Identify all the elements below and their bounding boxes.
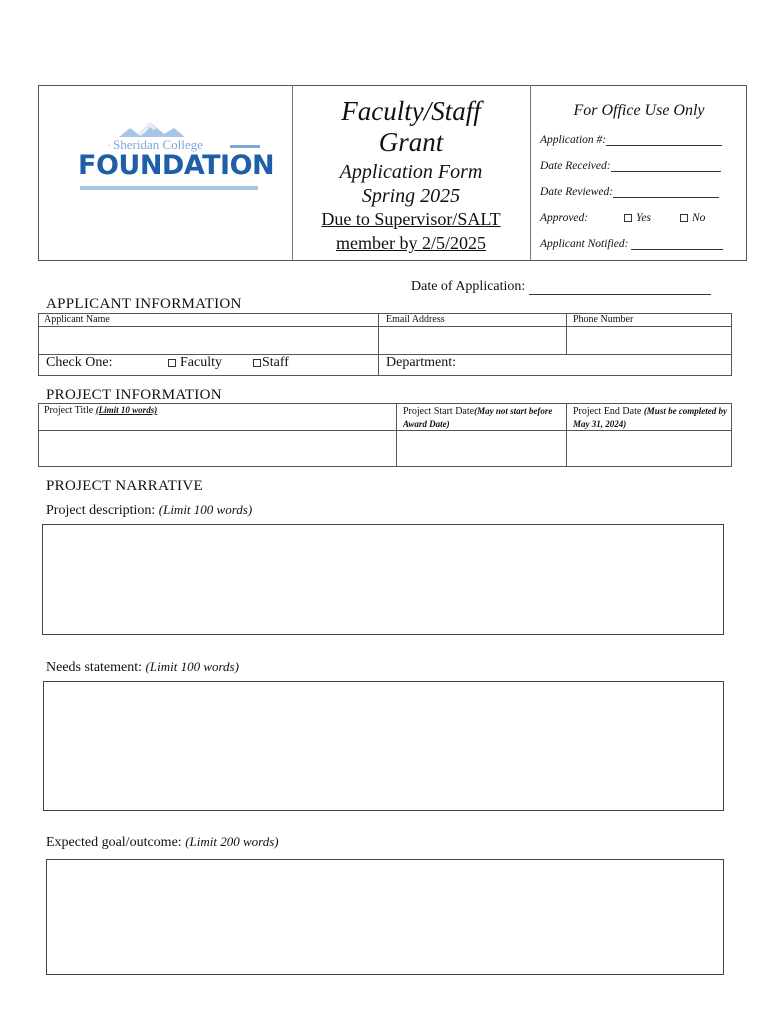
applicant-name-input[interactable] <box>39 327 377 354</box>
yes-label: Yes <box>636 212 651 224</box>
office-approved <box>540 212 740 224</box>
form-title-line2: Grant <box>378 127 444 157</box>
yes-checkbox[interactable] <box>624 214 632 222</box>
project-end-note: (Must be completed by May 31, 2024) <box>573 406 728 429</box>
check-one-label: Check One: <box>46 355 113 370</box>
office-date-reviewed <box>540 186 719 198</box>
project-end-input[interactable] <box>568 431 731 466</box>
project-start-label: Project Start Date <box>403 406 475 417</box>
project-narrative-heading: PROJECT NARRATIVE <box>46 478 203 494</box>
project-title-label: Project Title <box>44 405 94 416</box>
date-reviewed-field[interactable] <box>613 187 719 198</box>
needs-statement-textarea[interactable] <box>43 681 724 811</box>
date-of-application <box>411 279 711 295</box>
faculty-label: Faculty <box>180 355 222 370</box>
date-of-application-field[interactable] <box>529 282 711 295</box>
form-title-line1: Faculty/Staff <box>341 96 481 126</box>
project-info-heading: PROJECT INFORMATION <box>46 387 222 403</box>
phone-input[interactable] <box>568 327 731 354</box>
faculty-option[interactable] <box>168 355 222 371</box>
foundation-logo <box>78 118 275 198</box>
check-one-row <box>38 354 732 376</box>
date-of-application-label: Date of Application: <box>411 279 526 294</box>
due-line1: Due to Supervisor/SALT <box>321 209 501 229</box>
approved-no-option[interactable] <box>680 212 705 224</box>
expected-goal-textarea[interactable] <box>46 859 724 975</box>
email-input[interactable] <box>380 327 565 354</box>
needs-statement-label: Needs statement: <box>46 660 143 675</box>
logo-underline <box>80 186 258 190</box>
staff-option[interactable] <box>253 355 289 371</box>
office-approved-label: Approved: <box>540 212 589 224</box>
form-subtitle-line1: Application Form <box>339 161 483 183</box>
needs-statement-note: (Limit 100 words) <box>145 659 239 674</box>
project-divider2 <box>566 403 567 467</box>
col-applicant-name: Applicant Name <box>44 314 110 325</box>
project-title-col <box>44 405 157 416</box>
project-end-col <box>573 405 728 431</box>
col-email: Email Address <box>386 314 445 325</box>
due-line2: member by 2/5/2025 <box>336 233 486 253</box>
office-application-no-label: Application #: <box>540 134 607 146</box>
project-description-label: Project description: <box>46 503 156 518</box>
department-label: Department: <box>386 355 456 370</box>
expected-goal-note: (Limit 200 words) <box>185 834 279 849</box>
applicant-info-heading: APPLICANT INFORMATION <box>46 296 242 312</box>
form-subtitle-line2: Spring 2025 <box>361 185 461 207</box>
check-row-divider <box>378 354 379 376</box>
staff-label: Staff <box>262 355 289 370</box>
date-received-field[interactable] <box>611 161 721 172</box>
application-no-field[interactable] <box>606 135 722 146</box>
needs-statement-label-row <box>46 659 239 676</box>
project-title-input[interactable] <box>39 431 395 466</box>
project-start-note: (May not start before Award Date) <box>403 406 553 429</box>
applicant-notified-field[interactable] <box>631 239 723 250</box>
office-date-received-label: Date Received: <box>540 160 611 172</box>
project-description-note: (Limit 100 words) <box>158 502 253 517</box>
project-end-label: Project End Date <box>573 406 642 417</box>
col-phone: Phone Number <box>573 314 634 325</box>
office-use-title: For Office Use Only <box>573 102 705 119</box>
office-application-no <box>540 134 722 146</box>
project-description-textarea[interactable] <box>42 524 724 635</box>
no-checkbox[interactable] <box>680 214 688 222</box>
logo-line2: FOUNDATION <box>78 150 275 181</box>
approved-yes-option[interactable] <box>624 212 651 224</box>
office-date-reviewed-label: Date Reviewed: <box>540 186 614 198</box>
office-date-received <box>540 160 721 172</box>
logo-line1: Sheridan College <box>110 137 206 153</box>
staff-checkbox[interactable] <box>253 359 261 367</box>
no-label: No <box>692 212 706 224</box>
expected-goal-label: Expected goal/outcome: <box>46 835 182 850</box>
faculty-checkbox[interactable] <box>168 359 176 367</box>
project-divider1 <box>396 403 397 467</box>
project-title-note: (Limit 10 words) <box>95 405 158 415</box>
office-applicant-notified-label: Applicant Notified: <box>540 238 629 250</box>
expected-goal-label-row <box>46 834 279 851</box>
office-applicant-notified <box>540 238 723 250</box>
project-start-col <box>403 405 561 431</box>
project-start-input[interactable] <box>398 431 565 466</box>
project-description-label-row <box>46 502 252 519</box>
logo-accent-line <box>230 145 260 148</box>
